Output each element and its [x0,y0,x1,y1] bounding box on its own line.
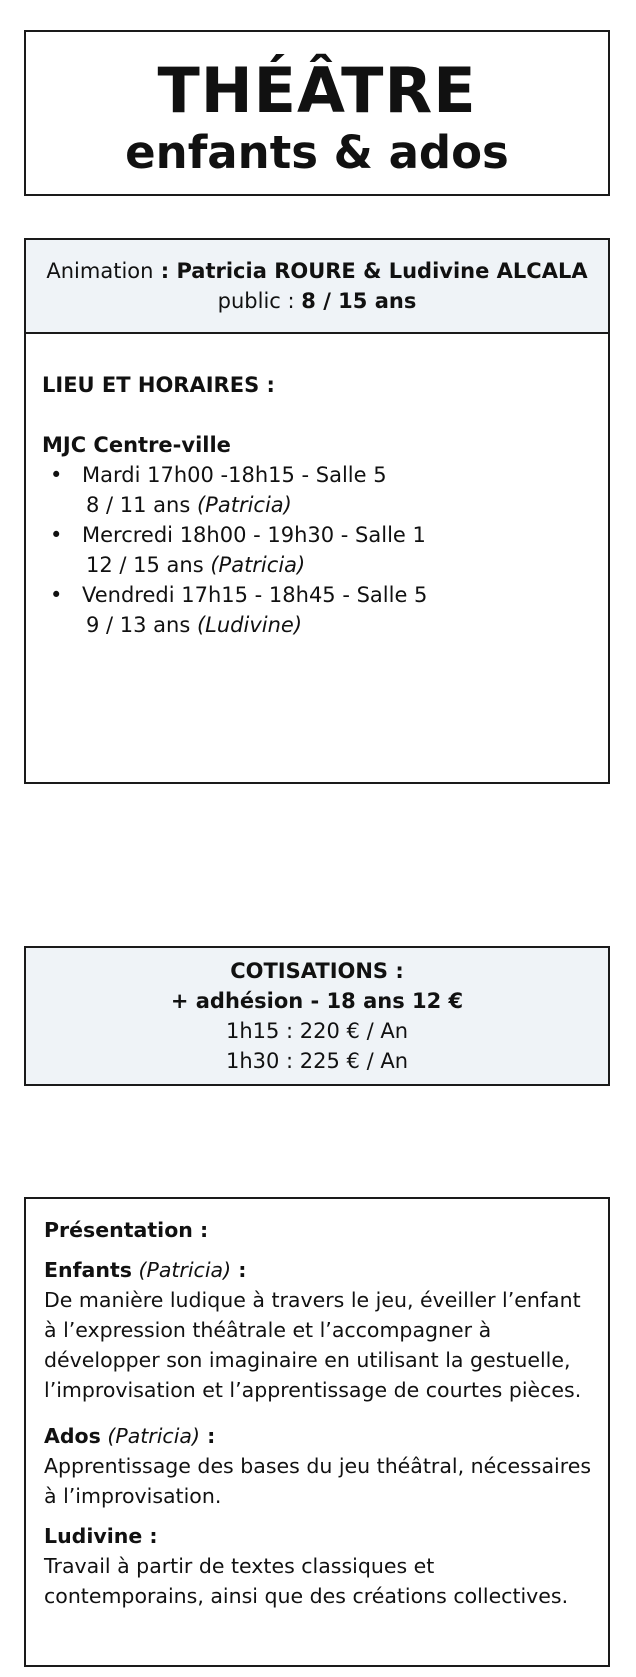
bullet-icon: • [50,523,63,547]
schedule-ages: 9 / 13 ans [86,613,197,637]
fee-line: 1h15 : 220 € / An [225,1019,409,1043]
schedule-teacher: (Patricia) [196,493,292,517]
schedule-time: Mercredi 18h00 - 19h30 - Salle 1 [82,523,426,547]
block-title-line [44,1255,592,1285]
schedule-ages: 12 / 15 ans [86,553,211,577]
block-text: De manière ludique à travers le jeu, éveiller l’enfant à l’expression théâtrale et l’accompagner à développer son imaginaire en utilisant la gestuelle, l’improvisation et l’apprentissage de courtes pièces. [44,1288,582,1402]
page-title: THÉÂTRE [157,54,477,127]
presentation-box [24,1197,610,1667]
presentation-block [44,1521,592,1611]
animation-label: Animation [46,259,154,283]
venue-name: MJC Centre-ville [42,433,231,457]
fee-line: 1h30 : 225 € / An [225,1049,409,1073]
schedule-heading: LIEU ET HORAIRES : [42,373,275,397]
presentation-heading: Présentation : [44,1218,209,1242]
membership-fee: + adhésion - 18 ans 12 € [170,989,464,1013]
animation-line [26,256,608,286]
schedule-group [82,610,608,640]
schedule-group [82,490,608,520]
schedule-time: Mardi 17h00 -18h15 - Salle 5 [82,463,387,487]
block-colon: : [199,1424,216,1448]
block-title: Ludivine : [44,1524,158,1548]
block-title-line [44,1521,592,1551]
block-title-line [44,1421,592,1451]
schedule-teacher: (Ludivine) [196,613,303,637]
block-colon: : [231,1258,247,1282]
public-line [26,286,608,316]
schedule-group [82,550,608,580]
block-teacher: (Patricia) [100,1424,200,1448]
animation-names: Patricia ROURE & Ludivine ALCALA [176,259,588,283]
fees-heading: COTISATIONS : [230,959,404,983]
schedule-list [42,460,608,640]
block-title: Ados [44,1424,101,1448]
block-text: Travail à partir de textes classiques et contemporains, ainsi que des créations collectives. [44,1554,569,1608]
bullet-icon: • [50,463,63,487]
presentation-block [44,1255,592,1405]
fees-box [24,946,610,1086]
bullet-icon: • [50,583,63,607]
animation-box [24,238,610,334]
schedule-item [42,580,608,640]
schedule-time: Vendredi 17h15 - 18h45 - Salle 5 [82,583,428,607]
public-label: public : [217,289,302,313]
schedule-item [42,520,608,580]
block-text: Apprentissage des bases du jeu théâtral, nécessaires à l’improvisation. [44,1454,591,1508]
title-box [24,30,610,196]
schedule-item [42,460,608,520]
schedule-ages: 8 / 11 ans [86,493,197,517]
block-title: Enfants [44,1258,132,1282]
block-teacher: (Patricia) [131,1258,232,1282]
presentation-block [44,1421,592,1511]
schedule-teacher: (Patricia) [210,553,306,577]
animation-colon: : [153,259,177,283]
schedule-box [24,332,610,784]
page-subtitle: enfants & ados [125,126,509,179]
public-value: 8 / 15 ans [301,289,417,313]
